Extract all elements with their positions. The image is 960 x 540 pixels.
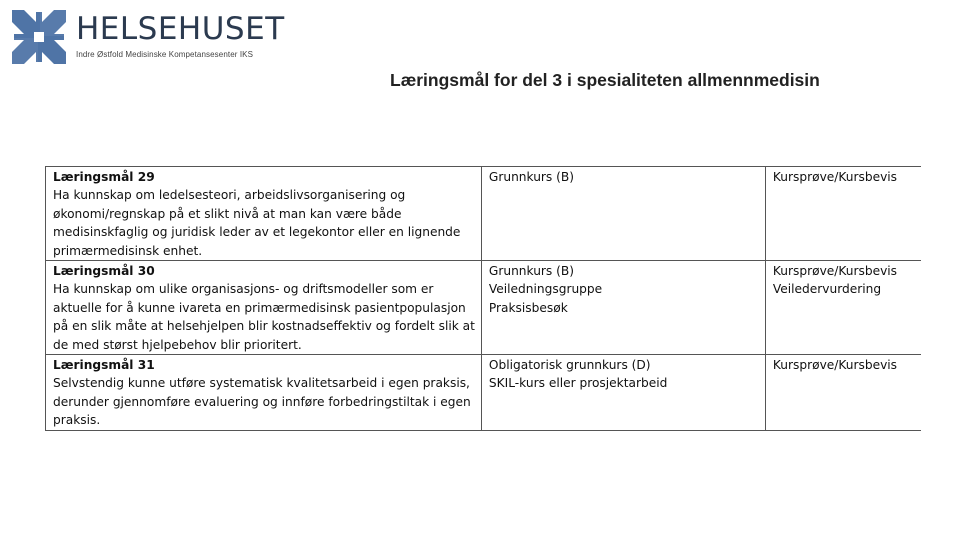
goal-description-line: aktuelle for å kunne ivareta en primærmedisinsk pasientpopulasjon bbox=[53, 300, 466, 315]
goal-description-line: derunder gjennomføre evaluering og innføre forbedringstiltak i egen bbox=[53, 394, 471, 409]
arrows-logo-icon bbox=[10, 8, 68, 66]
logo-name: HELSEHUSET bbox=[76, 11, 285, 47]
helsehuset-logo bbox=[10, 8, 285, 66]
goal-description-line: Ha kunnskap om ulike organisasjons- og driftsmodeller som er bbox=[53, 282, 434, 297]
goal-title: Læringsmål 30 bbox=[53, 264, 155, 279]
assessment-cell bbox=[765, 167, 921, 261]
course-line: Grunnkurs (B) bbox=[488, 264, 575, 279]
assessment-cell bbox=[765, 261, 921, 355]
assessment-line: Kursprøve/Kursbevis bbox=[772, 264, 898, 279]
course-line: SKIL-kurs eller prosjektarbeid bbox=[488, 376, 668, 391]
goal-title: Læringsmål 29 bbox=[53, 170, 155, 184]
assessment-line: Veiledervurdering bbox=[772, 282, 882, 297]
course-line: Praksisbesøk bbox=[488, 300, 568, 315]
learning-goals-table bbox=[45, 166, 921, 431]
goal-description-line: praksis. bbox=[53, 413, 101, 428]
goal-description-line: på en slik måte at helsehjelpen blir kostnadseffektiv og fordelt slik at bbox=[53, 319, 475, 334]
goal-description-line: de med størst hjelpebehov blir prioritert. bbox=[53, 337, 302, 352]
goal-description-line: medisinskfaglig og juridisk leder av et legekontor eller en lignende bbox=[53, 225, 461, 240]
logo-subtitle: Indre Østfold Medisinske Kompetansesenter IKS bbox=[76, 50, 254, 59]
goal-description-line: økonomi/regnskap på et slikt nivå at man kan være både bbox=[53, 206, 402, 221]
course-line: Veiledningsgruppe bbox=[488, 282, 603, 297]
table-row bbox=[46, 261, 922, 355]
goal-description-line: Ha kunnskap om ledelsesteori, arbeidslivsorganisering og bbox=[53, 188, 406, 203]
assessment-line: Kursprøve/Kursbevis bbox=[772, 170, 898, 184]
document-title: Læringsmål for del 3 i spesialiteten allmennmedisin bbox=[390, 70, 820, 90]
assessment-cell bbox=[765, 355, 921, 431]
course-cell bbox=[481, 355, 765, 431]
course-cell bbox=[481, 261, 765, 355]
goal-cell bbox=[46, 355, 482, 431]
course-cell bbox=[481, 167, 765, 261]
goal-description-line: primærmedisinsk enhet. bbox=[53, 243, 203, 258]
goal-cell bbox=[46, 261, 482, 355]
goal-title: Læringsmål 31 bbox=[53, 358, 155, 373]
table-row bbox=[46, 355, 922, 431]
table-row bbox=[46, 167, 922, 261]
assessment-line: Kursprøve/Kursbevis bbox=[772, 358, 898, 373]
course-line: Obligatorisk grunnkurs (D) bbox=[488, 358, 651, 373]
goal-description-line: Selvstendig kunne utføre systematisk kvalitetsarbeid i egen praksis, bbox=[53, 376, 470, 391]
course-line: Grunnkurs (B) bbox=[488, 170, 575, 184]
goal-cell bbox=[46, 167, 482, 261]
